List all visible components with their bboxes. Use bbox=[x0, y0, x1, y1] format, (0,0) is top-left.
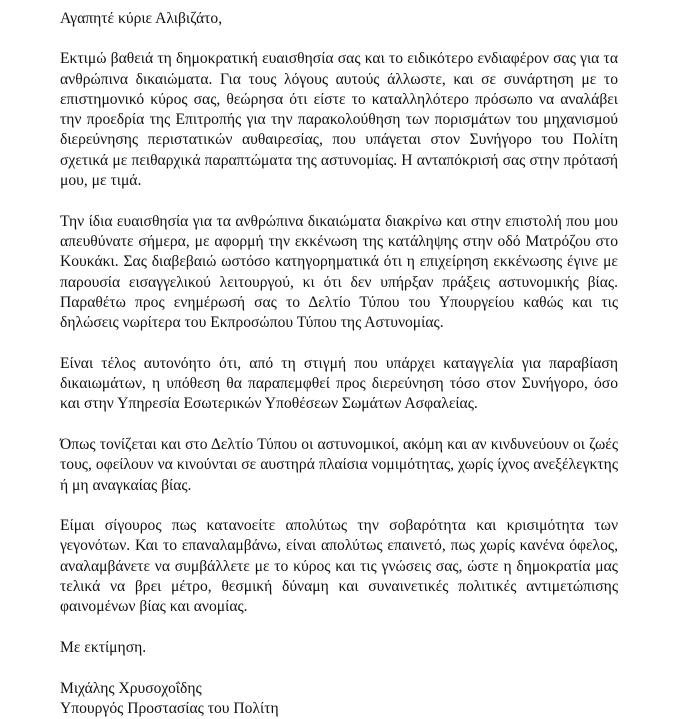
letter-paragraph-2: Την ίδια ευαισθησία για τα ανθρώπινα δικαιώματα διακρίνω και στην επιστολή που μου απευθύνατε σήμερα, με αφορμή την εκκένωση της κατάληψης στην οδό Ματρόζου στο Κουκάκι. Σας διαβεβαιώ ωστόσο κατηγορηματικά ότι η επιχείρηση εκκένωσης έγινε με παρουσία εισαγγελικού λειτουργού, κι ότι δεν υπήρξαν πράξεις αστυνομικής βίας. Παραθέτω προς ενημέρωσή σας το Δελτίο Τύπου του Υπουργείου καθώς και τις δηλώσεις νωρίτερα του Εκπροσώπου Τύπου της Αστυνομίας. bbox=[60, 212, 618, 334]
signatory-title: Υπουργός Προστασίας του Πολίτη bbox=[60, 699, 618, 719]
letter-greeting: Αγαπητέ κύριε Αλιβιζάτο, bbox=[60, 9, 618, 29]
letter-closing: Με εκτίμηση. bbox=[60, 638, 618, 658]
letter-paragraph-3: Είναι τέλος αυτονόητο ότι, από τη στιγμή που υπάρχει καταγγελία για παραβίαση δικαιωμάτων, η υπόθεση θα παραπεμφθεί προς διερεύνηση τόσο στον Συνήγορο, όσο και στην Υπηρεσία Εσωτερικών Υποθέσεων Σωμάτων Ασφαλείας. bbox=[60, 354, 618, 415]
signature-block bbox=[60, 679, 618, 719]
letter-document bbox=[60, 9, 618, 719]
letter-paragraph-4: Όπως τονίζεται και στο Δελτίο Τύπου οι αστυνομικοί, ακόμη και αν κινδυνεύουν οι ζωές τους, οφείλουν να κινούνται σε αυστηρά πλαίσια νομιμότητας, χωρίς ίχνος ανεξέλεγκτης ή μη αναγκαίας βίας. bbox=[60, 435, 618, 496]
letter-paragraph-5: Είμαι σίγουρος πως κατανοείτε απολύτως την σοβαρότητα και κρισιμότητα των γεγονότων. Και το επαναλαμβάνω, είναι απολύτως επαινετό, πως χωρίς κανένα όφελος, αναλαμβάνετε να συμβάλλετε με το κύρος και τις γνώσεις σας, ώστε η δημοκρατία μας τελικά να βρει μέτρο, θεσμική δύναμη και συναινετικές πολιτικές αντιμετώπισης φαινομένων βίας και ανομίας. bbox=[60, 516, 618, 617]
signatory-name: Μιχάλης Χρυσοχοΐδης bbox=[60, 679, 618, 699]
letter-paragraph-1: Εκτιμώ βαθειά τη δημοκρατική ευαισθησία σας και το ειδικότερο ενδιαφέρον σας για τα ανθρώπινα δικαιώματα. Για τους λόγους αυτούς άλλωστε, και σε συνάρτηση με το επιστημονικό κύρος σας, θεώρησα ότι είστε το καταλληλότερο πρόσωπο να αναλάβει την προεδρία της Επιτροπής για την παρακολούθηση των πορισμάτων του μηχανισμού διερεύνησης περιστατικών αυθαιρεσίας, που υπάγεται στον Συνήγορο του Πολίτη σχετικά με πειθαρχικά παραπτώματα της αστυνομίας. Η ανταπόκρισή σας στην πρότασή μου, με τιμά. bbox=[60, 49, 618, 191]
